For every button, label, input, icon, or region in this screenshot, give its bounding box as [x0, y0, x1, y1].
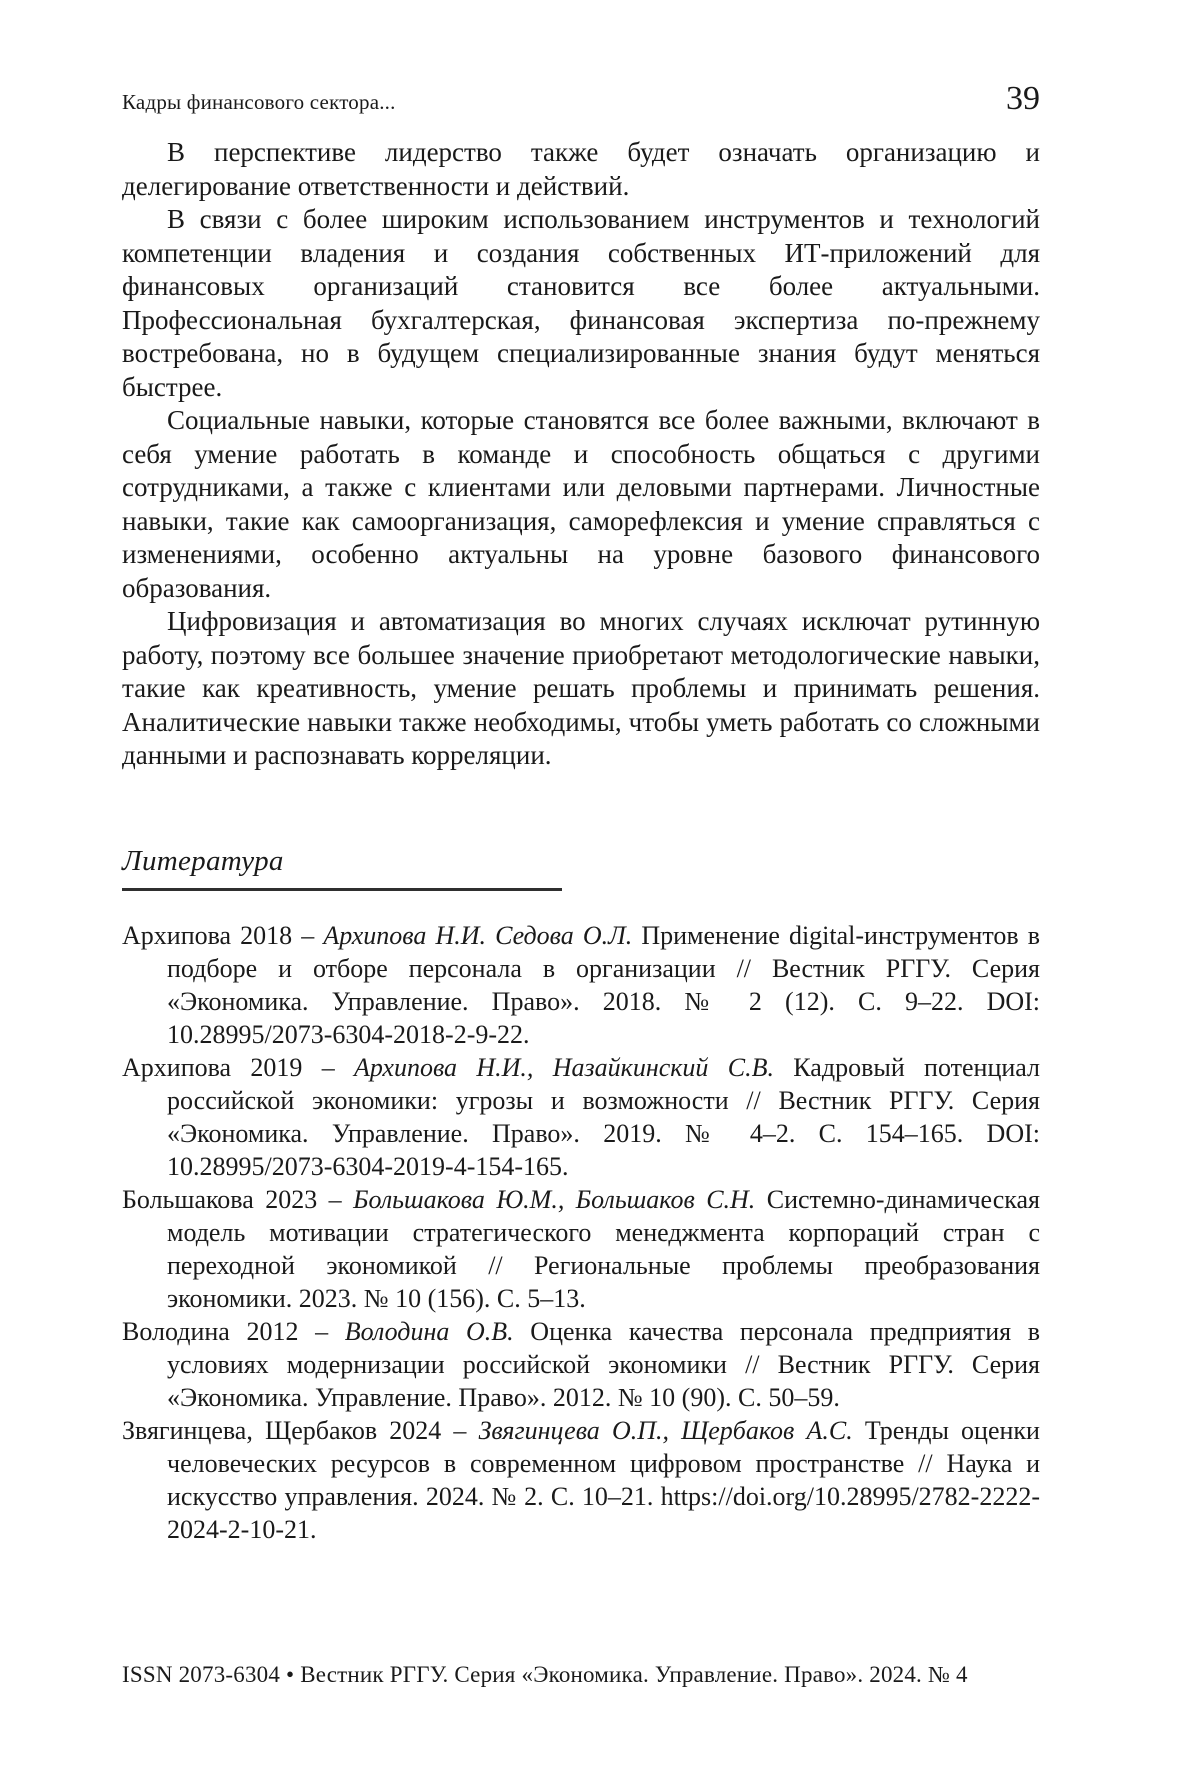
reference-text: Применение digital-инструментов в подборе и отборе персонала в организации // Вестник РГГУ. Серия «Экономика. Управление. Право». 2018. № 2 (12). С. 9–22. DOI: 10.28995/2073-6304-2018-2-9-22.: [167, 920, 1040, 1049]
references-list: [122, 919, 1040, 1546]
paragraph: В связи с более широким использованием инструментов и технологий компетенции владения и создания собственных ИТ-приложений для финансовых организаций становится все более актуальными. Профессиональная бухгалтерская, финансовая экспертиза по-прежнему востребована, но в будущем специализированные знания будут меняться быстрее.: [122, 204, 1040, 402]
reference-text: Тренды оценки человеческих ресурсов в современном цифровом пространстве // Наука и искусство управления. 2024. № 2. С. 10–21. https://doi.org/10.28995/2782-2222-2024-2-10-21.: [167, 1415, 1040, 1544]
reference-authors: Большакова Ю.М., Большаков С.Н.: [353, 1184, 756, 1214]
reference-entry: [122, 1183, 1040, 1315]
reference-authors: Архипова Н.И. Седова О.Л.: [323, 920, 633, 950]
reference-text: Кадровый потенциал российской экономики: угрозы и возможности // Вестник РГГУ. Серия «Экономика. Управление. Право». 2019. № 4–2. С. 154–165. DOI: 10.28995/2073-6304-2019-4-154-165.: [167, 1052, 1041, 1181]
reference-authors: Звягинцева О.П., Щербаков А.С.: [478, 1415, 853, 1445]
reference-entry: [122, 1414, 1040, 1546]
reference-entry: [122, 1051, 1040, 1183]
running-header: [122, 80, 1040, 118]
reference-entry: [122, 1315, 1040, 1414]
reference-label: Большакова 2023 –: [122, 1184, 354, 1214]
reference-entry: [122, 919, 1040, 1051]
reference-label: Володина 2012 –: [122, 1316, 345, 1346]
reference-text: Системно-динамическая модель мотивации стратегического менеджмента корпораций стран с переходной экономикой // Региональные проблемы преобразования экономики. 2023. № 10 (156). С. 5–13.: [167, 1184, 1040, 1313]
reference-label: Архипова 2019 –: [122, 1052, 355, 1082]
reference-label: Звягинцева, Щербаков 2024 –: [122, 1415, 479, 1445]
running-title: Кадры финансового сектора...: [122, 90, 396, 114]
page-content: [122, 0, 1040, 1546]
reference-authors: Володина О.В.: [344, 1316, 514, 1346]
paragraph: В перспективе лидерство также будет означать организацию и делегирование ответственности и действий.: [122, 137, 1040, 201]
reference-text: Оценка качества персонала предприятия в условиях модернизации российской экономики // Вестник РГГУ. Серия «Экономика. Управление. Право». 2012. № 10 (90). С. 50–59.: [167, 1316, 1040, 1412]
reference-label: Архипова 2018 –: [122, 920, 324, 950]
page-number: 39: [1006, 80, 1040, 117]
paragraph: Социальные навыки, которые становятся все более важными, включают в себя умение работать в команде и способность общаться с другими сотрудниками, а также с клиентами или деловыми партнерами. Личностные навыки, такие как самоорганизация, саморефлексия и умение справляться с изменениями, особенно актуальны на уровне базового финансового образования.: [122, 405, 1040, 603]
body-text: [122, 136, 1040, 773]
page-footer: ISSN 2073-6304 • Вестник РГГУ. Серия «Экономика. Управление. Право». 2024. № 4: [122, 1662, 968, 1687]
references-heading: Литература: [122, 844, 284, 877]
paragraph: Цифровизация и автоматизация во многих случаях исключат рутинную работу, поэтому все большее значение приобретают методологические навыки, такие как креативность, умение решать проблемы и принимать решения. Аналитические навыки также необходимы, чтобы уметь работать со сложными данными и распознавать корреляции.: [122, 606, 1040, 770]
references-heading-rule: [122, 888, 562, 891]
reference-authors: Архипова Н.И., Назайкинский С.В.: [354, 1052, 774, 1082]
